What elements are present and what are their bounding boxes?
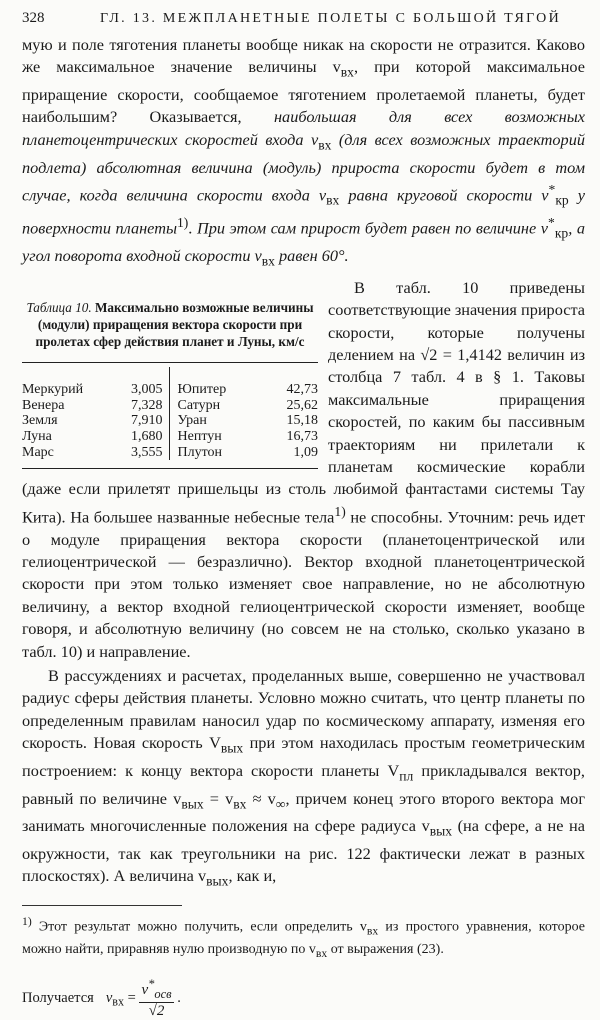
page [22,10,585,1020]
table-row: Меркурий 3,005 [22,381,163,397]
table-row: Нептун 16,73 [177,429,318,445]
footnote-formula [22,977,585,1020]
footnote-ref: 1) [176,215,189,231]
running-title: ГЛ. 13. МЕЖПЛАНЕТНЫЕ ПОЛЕТЫ С БОЛЬШОЙ ТЯГОЙ [100,11,562,26]
table-row: Сатурн 25,62 [177,397,318,413]
paragraph-3: В рассуждениях и расчетах, проделанных выше, совершенно не участвовал радиус сферы действия планеты. Условно можно считать, что центр планеты по определенным правилам наносил удар по космическому аппарату, изменяя его скорость. Новая скорость $V_{вых}$ при этом находилась простым геометрическим построением: к концу вектора скорости планеты $V_{пл}$ прикладывался вектор, равный по величине $v_{вых} = v_{вх} \approx v_\infty$, причем конец этого второго вектора мог занимать многочисленные положения на сфере радиуса $v_{вых}$ (на сфере, а не на окружности, так как треугольники на рис. 122 фактически лежат в разных плоскостях). А величина $v_{вых}$, как и, [22,666,586,889]
table-row: Марс 3,555 [22,444,163,460]
table-row: Луна 1,680 [22,429,163,445]
footnote-ref: 1) [334,503,346,519]
table-right-column [170,367,319,460]
page-header [22,10,585,34]
table-10 [22,299,318,469]
footnote: $^{1)}$ Этот результат можно получить, если определить $v_{вх}$ из простого уравнения, которое можно найти, приравняв нулю производную по $v_{вх}$ от выражения (23). [22,914,585,961]
table-body [22,362,318,469]
table-row: Земля 7,910 [22,413,163,429]
formula-label: Получается [22,990,94,1007]
table-caption: Таблица 10. Максимально возможные величины (модули) приращения вектора скорости при пролетах сфер действия планет и Луны, км/с [26,299,314,349]
paragraph-1: мую и поле тяготения планеты вообще никак на скорости не отразится. Каково же максимальное значение величины $v_{вх}$, при которой максимальное приращение скорости, сообщаемое тяготением пролетаемой планеты, будет наибольшим? Оказывается, наибольшая для всех возможных планетоцентрических скоростей входа $v_{вх}$ (для всех возможных траекторий подлета) абсолютная величина (модуль) прироста скорости будет в том случае, когда величина скорости входа $v_{вх}$ равна круговой скорости $v^*_{кр}$ у поверхности планеты$^{1)}$. При этом сам прирост будет равен по величине $v^*_{кр}$, а угол поворота входной скорости $v_{вх}$ равен 60°. [22,35,586,269]
page-number: 328 [22,10,45,26]
table-row: Юпитер 42,73 [177,381,318,397]
formula: $v_{вх}$ = $\frac{v^*_{осв}}{√2}$ . [105,977,181,1020]
table-row: Уран 15,18 [177,413,318,429]
footnote-divider [22,905,182,906]
table-row: Венера 7,328 [22,397,163,413]
footnote-marker: 1) [22,914,32,928]
table-left-column [22,367,170,460]
formula-fraction: $\frac{v^*_{осв}}{√2}$ [141,977,172,1020]
table-row: Плутон 1,09 [177,444,318,460]
paragraph-2: Таблица 10. Максимально возможные величины (модули) приращения вектора скорости при пролетах сфер действия планет и Луны, км/с Меркурий 3,005 Венера 7,328 Земля 7,910 Луна 1,680 Марс 3,555 Юпитер 42,73 Сатурн 25,62 Уран 15,18 Нептун 16,73 Плутон 1,09 В табл. 10 приведены соответствующие значения прироста скорости, которые получены делением на √2 = 1,4142 величин из столбца 7 табл. 4 в § 1. Таковы максимальные приращения скоростей, по каким бы пассивным траекториям ни прилетали к планетам космические корабли (даже если прилетят пришельцы из столь любимой фантастами системы Тау Кита). На большее названные небесные тела$^{1)}$ не способны. Уточним: речь идет о модуле приращения вектора скорости (планетоцентрической или гелиоцентрической — безразлично). Вектор входной планетоцентрической скорости при этом только изменяет свое направление, но не абсолютную величину, а вектор входной гелиоцентрической скорости изменяет, вообще говоря, и абсолютную величину (но совсем не на столько, сколько указано в табл. 10) и направление. [22,277,586,661]
